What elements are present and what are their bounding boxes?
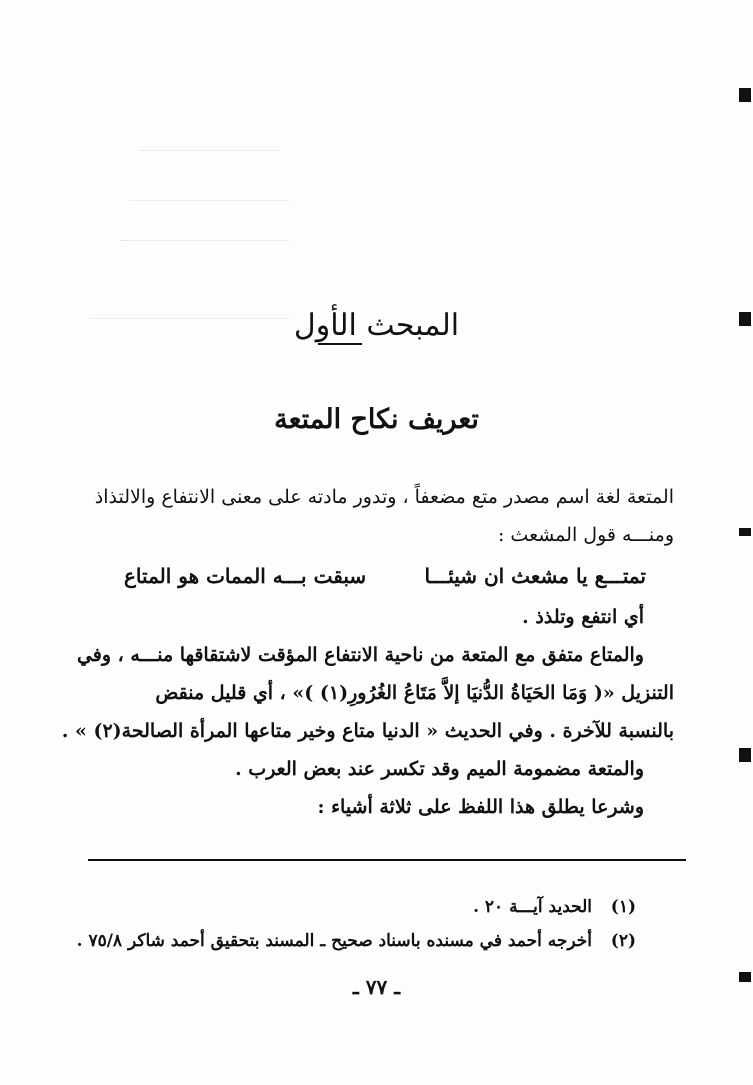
page-number: ـ ٧٧ ـ	[352, 975, 401, 999]
paragraph-line: المتعة لغة اسم مصدر متع مضعفاً ، وتدور مادته على معنى الانتفاع والالتذاذ	[94, 486, 674, 508]
chapter-heading: المبحث الأول	[293, 308, 460, 343]
paragraph-line: وشرعا يطلق هذا اللفظ على ثلاثة أشياء :	[317, 796, 644, 818]
bleed-through-texture	[140, 150, 280, 161]
bleed-through-texture	[120, 240, 290, 251]
paragraph-line: التنزيل «( وَمَا الحَيَاةُ الدُّنيَا إلاَّ مَتَاعُ الغُرُورِ(١) )» ، أي قليل منقض	[155, 682, 674, 704]
paragraph-line: والمتعة مضمومة الميم وقد تكسر عند بعض العرب .	[235, 758, 644, 780]
footnote-text: الحديد آيـــة ٢٠ .	[473, 897, 592, 917]
verse-second-hemistich: سبقت بـــه الممات هو المتاع	[124, 564, 367, 588]
body-text	[61, 478, 674, 826]
footnote-separator	[88, 859, 686, 861]
footnotes	[76, 890, 636, 958]
footnote-number: (٢)	[610, 931, 636, 951]
verse-first-hemistich: تمتـــع يا مشعث ان شيئـــا	[424, 564, 646, 588]
paragraph-line: والمتاع متفق مع المتعة من ناحية الانتفاع المؤقت لاشتقاقها منـــه ، وفي	[76, 644, 644, 666]
scan-edge-mark	[739, 528, 751, 536]
paragraph-line: ومنـــه قول المشعث :	[497, 524, 674, 546]
section-title: تعريف نكاح المتعة	[274, 404, 479, 435]
scan-edge-mark	[739, 748, 751, 762]
poetry-verse	[94, 554, 674, 598]
paragraph-line: بالنسبة للآخرة . وفي الحديث « الدنيا متاع وخير متاعها المرأة الصالحة(٢) » .	[61, 720, 674, 742]
footnote	[76, 924, 636, 958]
footnote-text: أخرجه أحمد في مسنده باسناد صحيح ـ المسند بتحقيق أحمد شاكر ٧٥/٨ .	[76, 931, 592, 951]
footnote	[96, 890, 636, 924]
paragraph-line: أي انتفع وتلذذ .	[522, 606, 644, 628]
footnote-number: (١)	[610, 897, 636, 917]
bleed-through-texture	[130, 200, 290, 211]
chapter-heading-flourish	[318, 343, 362, 345]
scan-edge-mark	[739, 88, 751, 102]
